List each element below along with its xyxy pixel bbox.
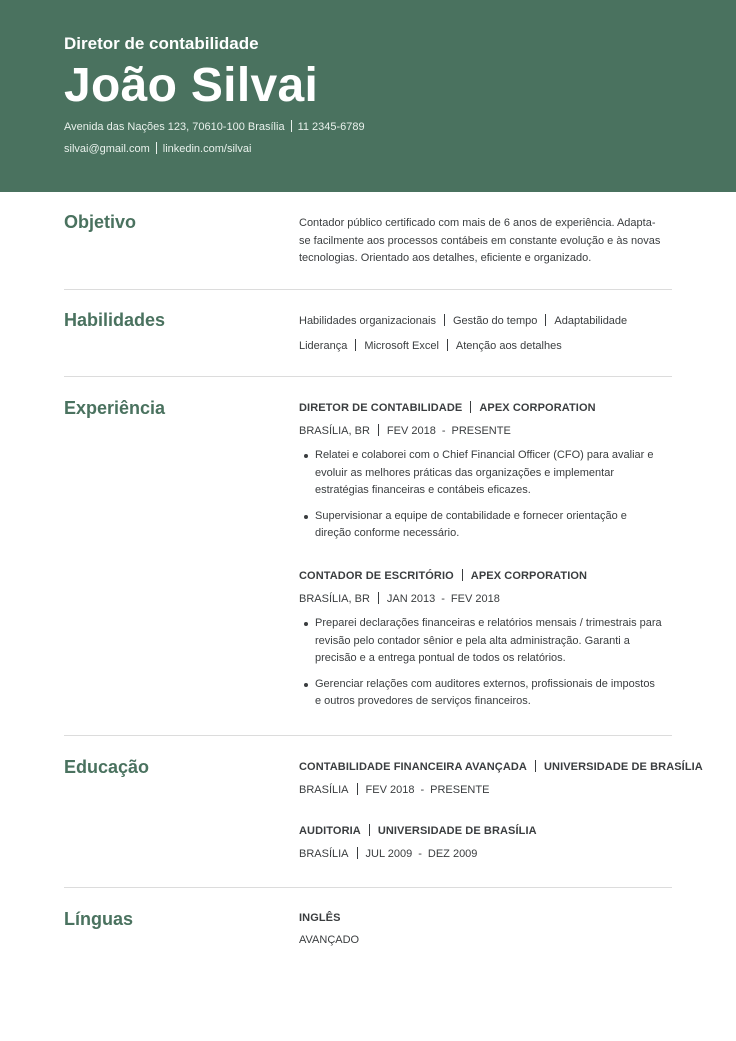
job-entry bbox=[299, 569, 679, 719]
skills-row bbox=[299, 338, 679, 363]
education-course: CONTABILIDADE FINANCEIRA AVANÇADA bbox=[299, 761, 527, 773]
job-role: DIRETOR DE CONTABILIDADE bbox=[299, 402, 463, 414]
bullet-line: Supervisionar a equipe de contabilidade e fornecer orientação e bbox=[315, 509, 627, 522]
job-location: BRASÍLIA, BR bbox=[299, 593, 370, 605]
separator bbox=[369, 824, 370, 836]
skills-row bbox=[299, 313, 679, 338]
section-divider bbox=[64, 289, 672, 290]
job-meta bbox=[299, 592, 679, 605]
candidate-name: João Silvai bbox=[64, 59, 319, 112]
skills-list bbox=[299, 313, 679, 363]
bullet-line: evoluir as melhores práticas das organizações e implementar bbox=[315, 466, 614, 479]
job-entry bbox=[299, 401, 679, 551]
education-heading bbox=[299, 824, 679, 837]
job-company: APEX CORPORATION bbox=[479, 402, 596, 414]
job-role: CONTADOR DE ESCRITÓRIO bbox=[299, 570, 454, 582]
objective-line: se facilmente aos processos contábeis em constante evolução e às novas bbox=[299, 234, 661, 247]
job-bullets bbox=[299, 615, 679, 711]
education-location: BRASÍLIA bbox=[299, 848, 349, 860]
address: Avenida das Nações 123, 70610-100 Brasília bbox=[64, 121, 285, 133]
education-end: PRESENTE bbox=[430, 784, 490, 796]
section-divider bbox=[64, 376, 672, 377]
job-location: BRASÍLIA, BR bbox=[299, 425, 370, 437]
separator bbox=[355, 339, 356, 351]
bullet-line: precisão e a entrega pontual de todos os relatórios. bbox=[315, 652, 566, 664]
separator bbox=[462, 569, 463, 581]
section-title-languages: Línguas bbox=[64, 909, 134, 929]
job-end: FEV 2018 bbox=[450, 593, 500, 605]
contact-line-2 bbox=[64, 142, 251, 155]
section-title-experience: Experiência bbox=[64, 398, 166, 418]
bullet-line: e outros provedores de serviços financeiros. bbox=[315, 695, 531, 707]
job-start: FEV 2018 bbox=[386, 425, 436, 437]
skill-item: Gestão do tempo bbox=[452, 315, 538, 327]
objective-line: tecnologias. Orientado aos detalhes, eficiente e organizado. bbox=[299, 252, 592, 264]
job-heading bbox=[299, 569, 679, 582]
separator bbox=[447, 339, 448, 351]
education-entry bbox=[299, 760, 703, 796]
education-school: UNIVERSIDADE DE BRASÍLIA bbox=[543, 761, 703, 773]
job-title: Diretor de contabilidade bbox=[64, 34, 259, 53]
section-title-education: Educação bbox=[64, 757, 150, 777]
date-dash: - bbox=[420, 784, 425, 796]
separator bbox=[545, 314, 546, 326]
job-bullet bbox=[299, 615, 679, 668]
education-meta bbox=[299, 783, 679, 796]
job-bullet bbox=[299, 676, 679, 711]
job-meta bbox=[299, 424, 679, 437]
job-end: PRESENTE bbox=[451, 425, 511, 437]
skill-item: Habilidades organizacionais bbox=[299, 315, 436, 327]
separator bbox=[444, 314, 445, 326]
date-dash: - bbox=[441, 425, 446, 437]
job-heading bbox=[299, 401, 679, 414]
language-entry bbox=[299, 912, 679, 946]
contact-line-1 bbox=[64, 120, 365, 133]
job-company: APEX CORPORATION bbox=[470, 570, 588, 582]
skill-item: Adaptabilidade bbox=[554, 315, 628, 327]
language-level: AVANÇADO bbox=[299, 934, 360, 946]
section-divider bbox=[64, 735, 672, 736]
education-entry bbox=[299, 824, 679, 860]
linkedin: linkedin.com/silvai bbox=[162, 143, 252, 155]
education-location: BRASÍLIA bbox=[299, 784, 349, 796]
separator bbox=[535, 760, 536, 772]
education-start: FEV 2018 bbox=[365, 784, 415, 796]
job-start: JAN 2013 bbox=[386, 593, 436, 605]
objective-text bbox=[299, 215, 679, 268]
email: silvai@gmail.com bbox=[64, 143, 150, 155]
bullet-line: Relatei e colaborei com o Chief Financial Officer (CFO) para avaliar e bbox=[315, 449, 654, 461]
job-bullet bbox=[299, 447, 679, 500]
separator bbox=[357, 783, 358, 795]
objective-line: Contador público certificado com mais de 6 anos de experiência. Adapta- bbox=[299, 217, 656, 229]
separator bbox=[156, 142, 157, 154]
date-dash: - bbox=[418, 848, 422, 860]
education-school: UNIVERSIDADE DE BRASÍLIA bbox=[377, 825, 537, 837]
separator bbox=[357, 847, 358, 859]
education-end: DEZ 2009 bbox=[427, 848, 478, 860]
job-bullets bbox=[299, 447, 679, 543]
separator bbox=[378, 424, 379, 436]
resume-header bbox=[0, 0, 736, 192]
date-dash: - bbox=[441, 593, 445, 605]
language-name: INGLÊS bbox=[299, 912, 341, 924]
education-heading bbox=[299, 760, 703, 773]
skill-item: Liderança bbox=[299, 340, 348, 352]
separator bbox=[291, 120, 292, 132]
bullet-line: Preparei declarações financeiras e relatórios mensais / trimestrais para bbox=[315, 617, 662, 629]
section-divider bbox=[64, 887, 672, 888]
separator bbox=[470, 401, 471, 413]
section-title-objective: Objetivo bbox=[64, 212, 137, 232]
bullet-line: estratégias financeiras e contábeis eficazes. bbox=[315, 484, 531, 496]
bullet-line: revisão pelo contador sênior e pela alta administração. Garanti a bbox=[315, 634, 630, 647]
bullet-line: direção conforme necessário. bbox=[315, 527, 460, 539]
job-bullet bbox=[299, 508, 679, 543]
skill-item: Atenção aos detalhes bbox=[455, 340, 562, 352]
skill-item: Microsoft Excel bbox=[364, 340, 439, 352]
education-meta bbox=[299, 847, 679, 860]
education-course: AUDITORIA bbox=[299, 825, 361, 837]
separator bbox=[378, 592, 379, 604]
section-title-skills: Habilidades bbox=[64, 310, 166, 330]
bullet-line: Gerenciar relações com auditores externos, profissionais de impostos bbox=[315, 677, 655, 690]
phone: 11 2345-6789 bbox=[297, 121, 365, 133]
education-start: JUL 2009 bbox=[365, 848, 413, 860]
